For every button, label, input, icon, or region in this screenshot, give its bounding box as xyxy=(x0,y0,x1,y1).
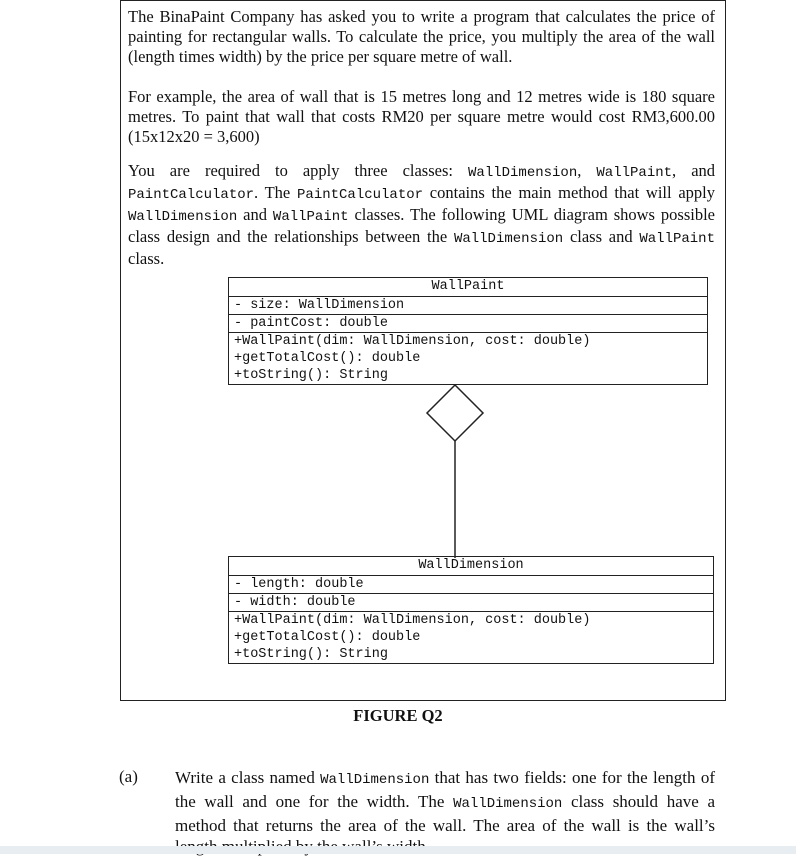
code-class-name: WallDimension xyxy=(128,209,238,225)
page-bottom-strip xyxy=(0,846,796,854)
question-label: (a) xyxy=(119,767,138,786)
code-class-name: WallPaint xyxy=(272,209,349,225)
uml-attribute: - paintCost: double xyxy=(234,316,388,331)
uml-attribute: - size: WallDimension xyxy=(229,297,707,315)
figure-caption: FIGURE Q2 xyxy=(353,706,443,725)
uml-class-walldimension xyxy=(228,556,714,664)
intro-paragraph-1: The BinaPaint Company has asked you to write a program that calculates the price of painting for rectangular walls. To calculate the price, you multiply the area of the wall (length times width) by the price per square metre of wall. xyxy=(128,7,715,66)
uml-method: +getTotalCost(): double xyxy=(234,630,421,645)
uml-attribute: - width: double xyxy=(234,595,356,610)
aggregation-diamond-icon xyxy=(427,385,483,441)
uml-methods xyxy=(229,612,713,663)
uml-class-title: WallDimension xyxy=(229,557,713,576)
code-class-name: PaintCalculator xyxy=(128,187,255,203)
code-class-name: WallDimension xyxy=(453,796,563,812)
intro-paragraph-3: You are required to apply three classes: WallDimension, WallPaint, and PaintCalculator. The PaintCalculator contains the main method that will apply WallDimension and WallPaint classes. The following UML diagram shows possible class design and the relationships between the WallDimension class and WallPaint class. xyxy=(128,161,716,268)
uml-method: +getTotalCost(): double xyxy=(234,351,421,366)
aggregation-connector xyxy=(420,383,490,558)
uml-class-wallpaint xyxy=(228,277,708,385)
code-class-name: WallDimension xyxy=(453,231,564,247)
code-class-name: WallDimension xyxy=(320,772,430,788)
question-text: Write a class named WallDimension that has two fields: one for the length of the wall and one for the width. The WallDimension class should have a method that returns the area of the wall. The area of the wall is the wall’s xyxy=(175,768,715,835)
intro-paragraph-2: For example, the area of wall that is 15 metres long and 12 metres wide is 180 square metres. To paint that wall that costs RM20 per square metre would cost RM3,600.00 (15x12x20 = 3,600) xyxy=(128,87,715,146)
uml-class-title: WallPaint xyxy=(229,278,707,297)
uml-method: +WallPaint(dim: WallDimension, cost: double) xyxy=(234,613,591,628)
code-class-name: PaintCalculator xyxy=(297,187,424,203)
uml-method: +toString(): String xyxy=(234,368,388,383)
code-class-name: WallDimension xyxy=(468,165,578,181)
uml-methods xyxy=(229,333,707,384)
uml-attributes xyxy=(229,297,707,333)
uml-method: +toString(): String xyxy=(234,647,388,662)
uml-method: +WallPaint(dim: WallDimension, cost: double) xyxy=(234,334,591,349)
uml-attribute: - length: double xyxy=(229,576,713,594)
code-class-name: WallPaint xyxy=(596,165,673,181)
code-class-name: WallPaint xyxy=(639,231,715,247)
uml-attributes xyxy=(229,576,713,612)
